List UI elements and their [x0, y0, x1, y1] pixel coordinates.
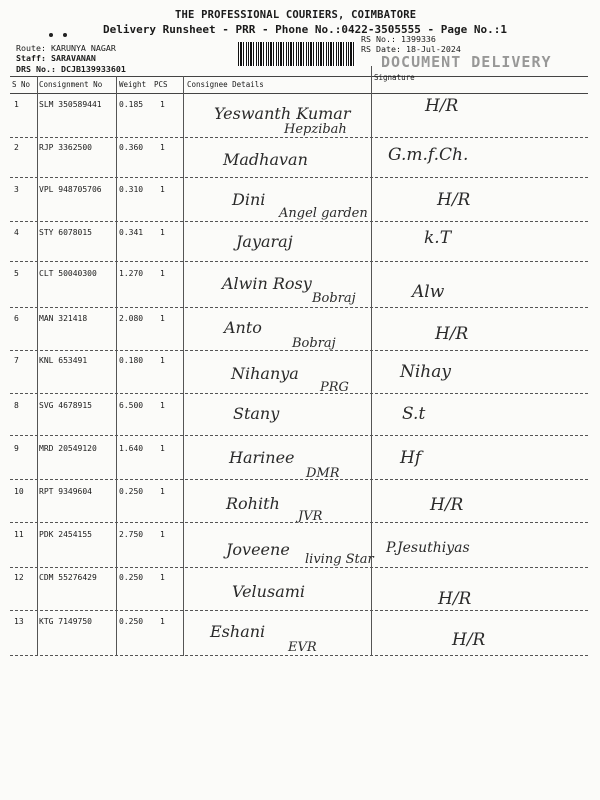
consignee-name: Jayaraj: [236, 232, 293, 251]
row-pcs: 1: [160, 143, 165, 152]
row-consignment: RJP 3362500: [39, 143, 92, 152]
row-sno: 2: [14, 143, 19, 152]
row-pcs: 1: [160, 356, 165, 365]
col-divider: [116, 76, 117, 656]
row-separator: [10, 610, 588, 611]
row-consignment: PDK 2454155: [39, 530, 92, 539]
company-title: THE PROFESSIONAL COURIERS, COIMBATORE: [175, 9, 417, 21]
row-sno: 6: [14, 314, 19, 323]
row-sno: 3: [14, 185, 19, 194]
row-consignment: MAN 321418: [39, 314, 88, 323]
row-weight: 0.250: [119, 617, 144, 626]
row-sno: 1: [14, 100, 19, 109]
signature: P.Jesuthiyas: [386, 540, 470, 556]
row-consignment: CDM 55276429: [39, 573, 97, 582]
consignee-name: Eshani: [210, 622, 266, 641]
signature: H/R: [435, 324, 469, 344]
consignee-note: Bobraj: [292, 336, 336, 351]
consignee-name: Joveene: [226, 540, 290, 559]
consignee-name: Rohith: [226, 494, 280, 513]
document-delivery-stamp: DOCUMENT DELIVERY: [381, 53, 552, 71]
row-weight: 2.080: [119, 314, 144, 323]
consignee-name: Madhavan: [223, 150, 308, 169]
row-weight: 0.185: [119, 100, 144, 109]
barcode: [238, 42, 356, 66]
row-weight: 1.640: [119, 444, 144, 453]
runsheet-title: Delivery Runsheet - PRR - Phone No.:0422-3505555 - Page No.:1: [103, 23, 507, 36]
row-weight: 0.250: [119, 573, 144, 582]
row-consignment: CLT 50040300: [39, 269, 97, 278]
row-consignment: SLM 350589441: [39, 100, 102, 109]
row-pcs: 1: [160, 530, 165, 539]
signature: Nihay: [400, 362, 451, 382]
signature: H/R: [437, 190, 471, 210]
consignee-name: Dini: [232, 190, 266, 209]
col-pcs: PCS: [154, 80, 168, 89]
row-weight: 0.180: [119, 356, 144, 365]
col-weight: Weight: [119, 80, 147, 89]
col-consignee: Consignee Details: [187, 80, 264, 89]
signature: H/R: [438, 589, 472, 609]
consignee-name: Yeswanth Kumar: [214, 104, 351, 123]
row-sno: 12: [14, 573, 24, 582]
row-separator: [10, 221, 588, 222]
header-divider: [10, 93, 588, 94]
signature: Alw: [412, 282, 445, 302]
consignee-note: DMR: [306, 466, 340, 481]
row-consignment: KTG 7149750: [39, 617, 92, 626]
row-separator: [10, 522, 588, 523]
consignee-name: Stany: [233, 404, 280, 423]
table-top-border: [10, 76, 588, 77]
row-pcs: 1: [160, 401, 165, 410]
row-consignment: KNL 653491: [39, 356, 88, 365]
row-separator: [10, 567, 588, 568]
row-pcs: 1: [160, 487, 165, 496]
consignee-name: Alwin Rosy: [222, 274, 312, 293]
signature: H/R: [452, 630, 486, 650]
consignee-name: Harinee: [229, 448, 295, 467]
col-divider: [37, 76, 38, 656]
rs-date: RS Date: 18-Jul-2024: [361, 44, 461, 54]
row-pcs: 1: [160, 617, 165, 626]
consignee-note: EVR: [288, 640, 317, 655]
consignee-note: Angel garden: [279, 206, 368, 221]
row-consignment: STY 6078015: [39, 228, 92, 237]
row-weight: 0.310: [119, 185, 144, 194]
signature: H/R: [430, 495, 464, 515]
row-sno: 13: [14, 617, 24, 626]
signature: S.t: [402, 404, 426, 424]
row-separator: [10, 435, 588, 436]
rs-number: RS No.: 1399336: [361, 34, 436, 44]
drs-number: DRS No.: DCJB139933601: [16, 64, 126, 74]
col-divider: [183, 76, 184, 656]
row-sno: 11: [14, 530, 24, 539]
row-sno: 5: [14, 269, 19, 278]
consignee-name: Nihanya: [231, 364, 299, 383]
row-pcs: 1: [160, 269, 165, 278]
signature: G.m.f.Ch.: [388, 145, 469, 165]
row-separator: [10, 177, 588, 178]
row-sno: 4: [14, 228, 19, 237]
route-label: Route: KARUNYA NAGAR: [16, 43, 116, 53]
row-pcs: 1: [160, 573, 165, 582]
row-pcs: 1: [160, 444, 165, 453]
consignee-note: living Star: [305, 552, 374, 567]
row-separator: [10, 261, 588, 262]
consignee-note: PRG: [320, 380, 349, 395]
row-consignment: RPT 9349604: [39, 487, 92, 496]
row-separator: [10, 307, 588, 308]
signature: Hf: [400, 448, 422, 468]
consignee-note: Bobraj: [312, 291, 356, 306]
col-consignment: Consignment No: [39, 80, 103, 89]
consignee-name: Velusami: [232, 582, 306, 601]
row-weight: 6.500: [119, 401, 144, 410]
row-sno: 8: [14, 401, 19, 410]
scan-dot: [49, 33, 53, 37]
consignee-note: JVR: [298, 509, 323, 524]
row-weight: 0.341: [119, 228, 144, 237]
row-consignment: MRD 20549120: [39, 444, 97, 453]
row-sno: 10: [14, 487, 24, 496]
row-pcs: 1: [160, 185, 165, 194]
row-weight: 2.750: [119, 530, 144, 539]
row-pcs: 1: [160, 100, 165, 109]
consignee-note: Hepzibah: [284, 122, 347, 137]
row-separator: [10, 137, 588, 138]
scan-dot: [63, 33, 67, 37]
col-signature: Signature: [374, 73, 415, 82]
row-sno: 7: [14, 356, 19, 365]
row-weight: 0.250: [119, 487, 144, 496]
col-sno: S No: [12, 80, 31, 89]
row-weight: 1.270: [119, 269, 144, 278]
row-separator: [10, 350, 588, 351]
row-consignment: VPL 948705706: [39, 185, 102, 194]
row-separator: [10, 479, 588, 480]
row-pcs: 1: [160, 314, 165, 323]
row-sno: 9: [14, 444, 19, 453]
row-pcs: 1: [160, 228, 165, 237]
signature: k.T: [424, 228, 452, 248]
staff-label: Staff: SARAVANAN: [16, 53, 96, 63]
row-weight: 0.360: [119, 143, 144, 152]
consignee-name: Anto: [224, 318, 262, 337]
row-separator: [10, 393, 588, 394]
row-consignment: SVG 4678915: [39, 401, 92, 410]
row-separator: [10, 655, 588, 656]
signature: H/R: [425, 96, 459, 116]
